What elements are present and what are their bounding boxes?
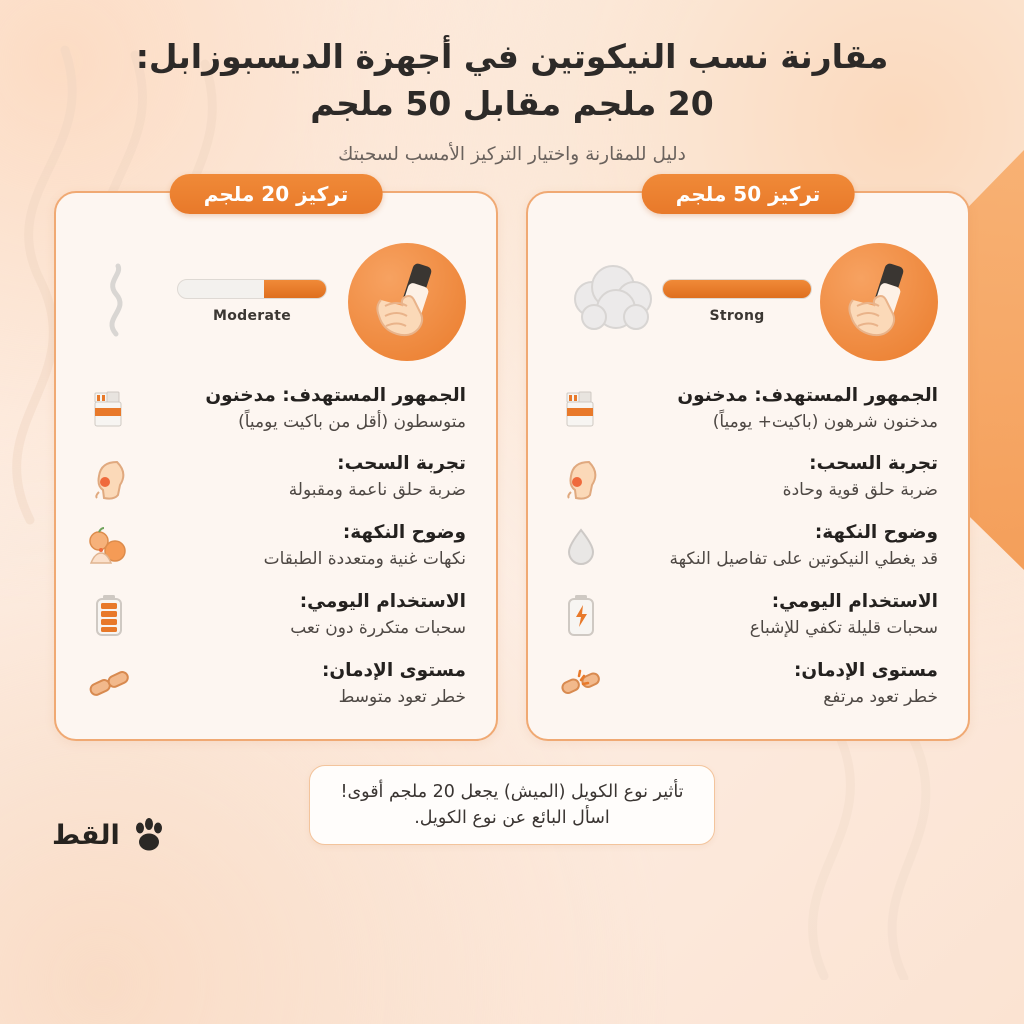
feature-title: الاستخدام اليومي: bbox=[299, 591, 466, 613]
hand-holding-vape-icon bbox=[348, 243, 466, 361]
feature-row bbox=[546, 650, 950, 719]
feature-desc: متوسطون (أقل من باكيت يومياً) bbox=[238, 411, 466, 432]
feature-title: وضوح النكهة: bbox=[342, 522, 466, 544]
cigarette-pack-icon bbox=[84, 384, 134, 434]
feature-desc: مدخنون شرهون (باكيت+ يومياً) bbox=[712, 411, 938, 432]
throat-hit-icon bbox=[556, 453, 606, 503]
feature-desc: ضربة حلق قوية وحادة bbox=[782, 480, 938, 501]
footer-note bbox=[309, 765, 714, 846]
feature-title: مستوى الإدمان: bbox=[793, 659, 938, 681]
feature-row bbox=[546, 581, 950, 650]
page-header bbox=[0, 0, 1024, 165]
feature-desc: سحبات متكررة دون تعب bbox=[290, 617, 466, 638]
page-title bbox=[70, 34, 954, 128]
fruit-flavor-icon bbox=[84, 522, 134, 572]
footer-note-line1: تأثير نوع الكويل (الميش) يجعل 20 ملجم أقوى! bbox=[340, 781, 684, 802]
strength-bar-20mg bbox=[177, 279, 327, 299]
light-smoke-icon bbox=[86, 262, 156, 342]
brand-logo bbox=[52, 815, 169, 855]
feature-row bbox=[546, 375, 950, 444]
feature-row bbox=[546, 512, 950, 581]
feature-desc: خطر تعود مرتفع bbox=[823, 686, 938, 707]
page-title-line1: مقارنة نسب النيكوتين في أجهزة الديسبوزابل: bbox=[135, 37, 889, 76]
feature-title: الجمهور المستهدف: مدخنون bbox=[205, 384, 466, 406]
strength-indicator-20mg bbox=[156, 279, 348, 324]
feature-title: مستوى الإدمان: bbox=[321, 659, 466, 681]
feature-row bbox=[74, 650, 478, 719]
column-50mg bbox=[526, 181, 970, 741]
column-20mg-badge: تركيز 20 ملجم bbox=[170, 174, 383, 214]
hand-holding-vape-icon bbox=[820, 243, 938, 361]
column-20mg bbox=[54, 181, 498, 741]
page-subtitle: دليل للمقارنة واختيار التركيز الأمسب لسحبتك bbox=[338, 143, 686, 165]
feature-row bbox=[74, 581, 478, 650]
strength-label-20mg: Moderate bbox=[213, 308, 292, 325]
strength-bar-50mg bbox=[662, 279, 812, 299]
page-title-line2: 20 ملجم مقابل 50 ملجم bbox=[310, 83, 714, 123]
column-20mg-hero bbox=[74, 239, 478, 371]
feature-title: وضوح النكهة: bbox=[814, 522, 938, 544]
footer bbox=[0, 765, 1024, 851]
smoke-cloud-icon bbox=[558, 259, 654, 345]
throat-hit-icon bbox=[84, 453, 134, 503]
column-50mg-rows bbox=[546, 375, 950, 719]
battery-low-icon bbox=[556, 590, 606, 640]
cigarette-pack-icon bbox=[556, 384, 606, 434]
brand-name: القط bbox=[52, 819, 120, 851]
feature-title: تجربة السحب: bbox=[809, 453, 938, 475]
feature-row bbox=[74, 375, 478, 444]
feature-row bbox=[74, 443, 478, 512]
feature-title: الاستخدام اليومي: bbox=[771, 591, 938, 613]
feature-title: الجمهور المستهدف: مدخنون bbox=[677, 384, 938, 406]
feature-desc: خطر تعود متوسط bbox=[338, 686, 466, 707]
column-50mg-hero bbox=[546, 239, 950, 371]
comparison-columns bbox=[0, 165, 1024, 741]
broken-chain-icon bbox=[556, 659, 606, 709]
column-50mg-badge: تركيز 50 ملجم bbox=[642, 174, 855, 214]
strength-indicator-50mg bbox=[654, 279, 820, 324]
feature-desc: قد يغطي النيكوتين على تفاصيل النكهة bbox=[669, 549, 938, 570]
cat-paw-icon bbox=[129, 815, 169, 855]
battery-full-icon bbox=[84, 590, 134, 640]
feature-desc: ضربة حلق ناعمة ومقبولة bbox=[288, 480, 466, 501]
feature-row bbox=[546, 443, 950, 512]
chain-link-icon bbox=[84, 659, 134, 709]
feature-desc: سحبات قليلة تكفي للإشباع bbox=[749, 617, 938, 638]
feature-title: تجربة السحب: bbox=[337, 453, 466, 475]
droplet-icon bbox=[556, 522, 606, 572]
footer-note-line2: اسأل البائع عن نوع الكويل. bbox=[414, 807, 610, 828]
strength-label-50mg: Strong bbox=[709, 308, 765, 325]
column-20mg-rows bbox=[74, 375, 478, 719]
feature-desc: نكهات غنية ومتعددة الطبقات bbox=[263, 549, 466, 570]
feature-row bbox=[74, 512, 478, 581]
